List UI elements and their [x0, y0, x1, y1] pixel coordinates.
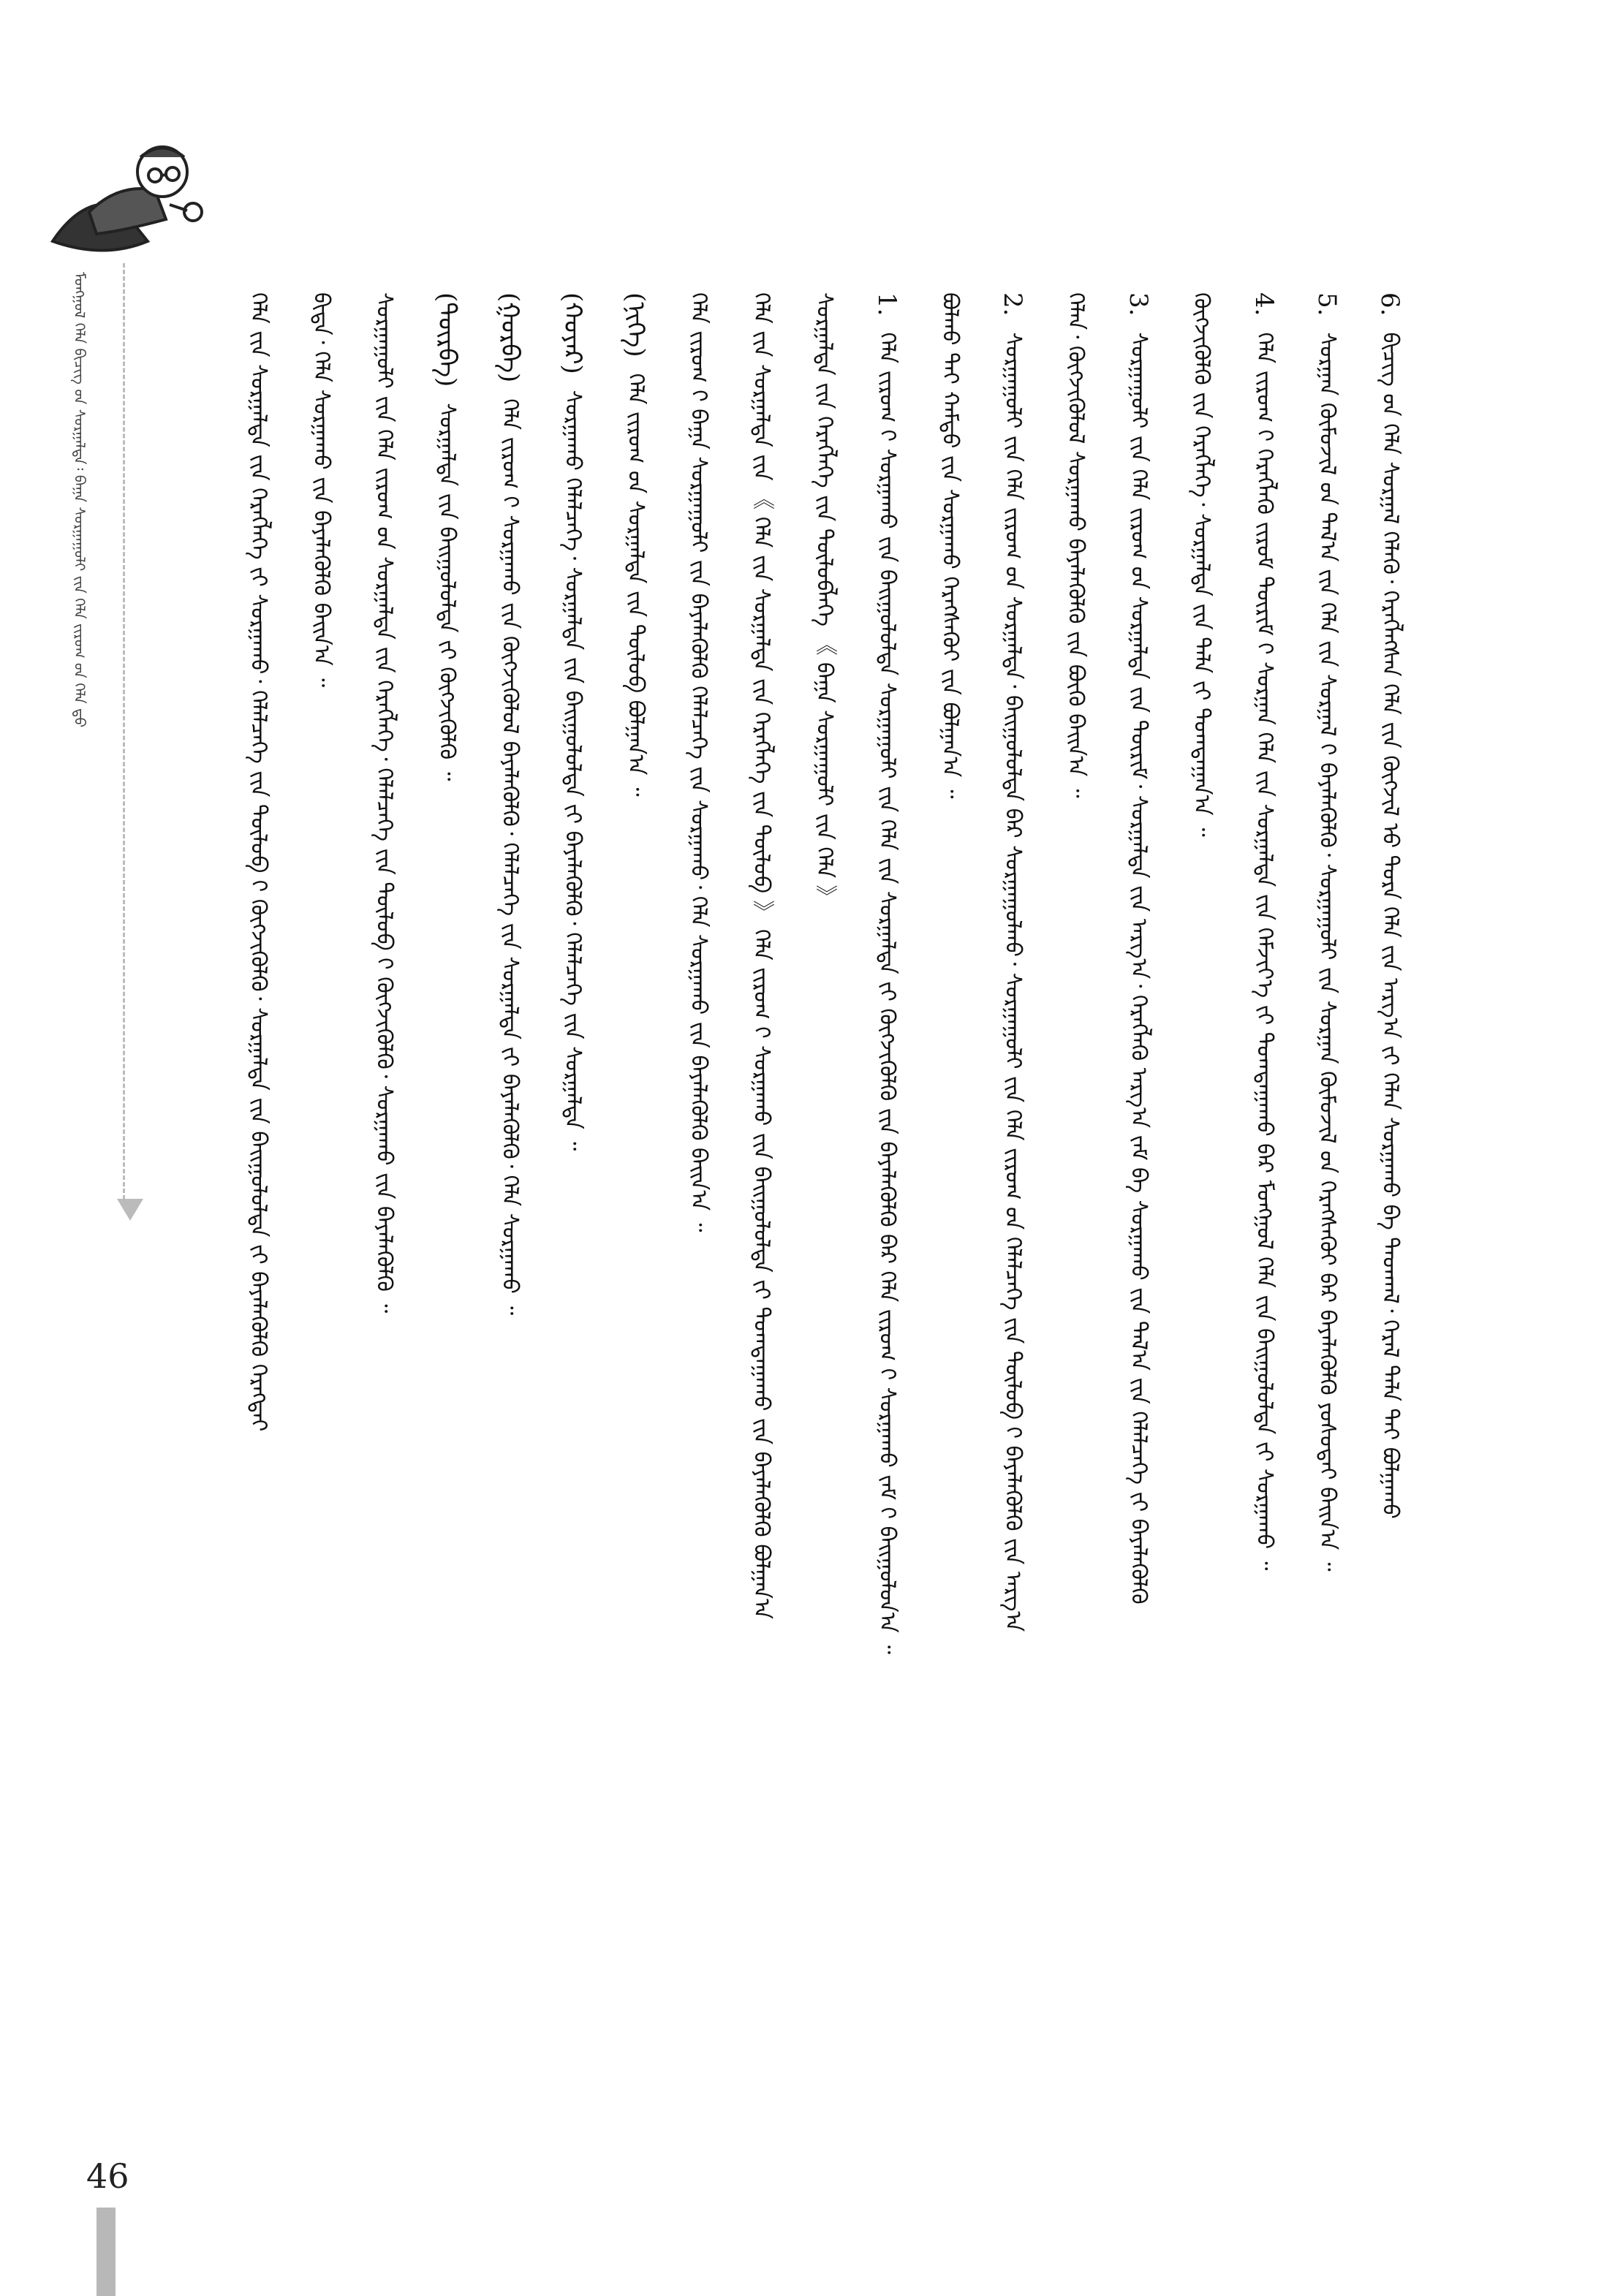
- text-column: [1060, 292, 1091, 2120]
- item-number: 1.: [872, 292, 901, 317]
- text-column: [494, 292, 525, 2120]
- item-number: 2.: [998, 292, 1027, 317]
- text-column: [746, 292, 776, 2120]
- text-column: [683, 292, 714, 2120]
- text-column: [1249, 292, 1279, 2120]
- text-column: [1123, 292, 1154, 2120]
- column-text: ᠰᠤᠷᠭᠠᠭᠤᠯᠢ ᠶ᠋ᠢᠨ ᠬᠡᠯᠡ ᠵᠢᠷᠤᠭ ᠤ᠋ᠨ ᠰᠤᠷᠭᠠᠯᠲᠠ᠂ ᠪᠠᠢᠭᠤᠯᠤᠯᠲᠠ ᠪᠠᠷ ᠰᠤᠷᠭᠠᠭᠤᠯᠬᠤ᠂ ᠰᠤᠷᠭᠠᠭᠤᠯᠢ ᠶ᠋ᠢᠨ ᠬᠡᠯᠡ ᠵᠢᠷᠤᠭ ᠤ᠋ᠨ ᠬᠡᠯᠡᠯᠴᠡᠭᠡ ᠶ᠋ᠢᠨ ᠲᠥᠯᠥᠪ ᠢ᠋ ᠪᠡᠶᠡᠯᠡᠭᠦᠯᠬᠦ ᠶ᠋ᠢᠨ ᠠᠷᠭ᠎ᠠ: [1000, 332, 1026, 1632]
- column-text: ᠬᠡᠯᠡ ᠶ᠋ᠢᠨ ᠰᠤᠷᠭᠠᠯᠲᠠ ᠶ᠋ᠢᠨ 《 ᠬᠡᠯᠡ ᠶ᠋ᠢᠨ ᠰᠤᠷᠭᠠᠯᠲᠠ ᠶ᠋ᠢᠨ ᠬᠡᠷᠡᠭᠯᠡᠭᠡ ᠶ᠋ᠢᠨ ᠲᠥᠯᠥᠪ 》 ᠬᠡᠯᠡ ᠵᠢᠷᠤᠭ ᠢ᠋ ᠰᠤᠷᠭᠠᠬᠤ ᠶ᠋ᠢᠨ ᠪᠠᠢᠭᠤᠯᠤᠯᠲᠠ ᠶ᠋ᠢ ᠲᠣᠭᠲᠠᠭᠠᠬᠤ ᠶ᠋ᠢᠨ ᠪᠡᠶᠡᠯᠡᠭᠦᠯᠬᠦ ᠪᠣᠯᠭᠠᠨ᠎ᠠ: [749, 292, 774, 1619]
- item-number: (ᠬᠣᠶᠠᠷ): [558, 292, 587, 374]
- item-number: 3.: [1124, 292, 1153, 317]
- page-number: 46: [86, 2156, 129, 2196]
- item-number: (ᠨᠢᠭᠡ): [621, 292, 650, 357]
- column-text: ᠰᠤᠷᠭᠠᠯᠲᠠ ᠶ᠋ᠢᠨ ᠪᠠᠢᠭᠤᠯᠤᠯᠲᠠ ᠶ᠋ᠢ ᠬᠥᠭᠵᠢᠭᠦᠯᠬᠦ ᠃: [434, 403, 460, 781]
- column-text: ᠬᠡᠯᠡ ᠵᠢᠷᠤᠭ ᠢ᠋ ᠬᠡᠷᠡᠭᠯᠡᠬᠦ ᠵᠢᠷᠤᠮ ᠳᠦᠷᠢᠮ ᠢ᠋ ᠰᠤᠷᠭᠠᠨ ᠬᠡᠯᠡ ᠵᠢᠨ ᠰᠤᠷᠭᠠᠯᠲᠠ ᠶ᠋ᠢᠨ ᠬᠡᠮᠵᠢᠶ᠎ᠡ ᠶ᠋ᠢ ᠲᠣᠭᠲᠠᠭᠠᠬᠤ ᠪᠠᠷ ᠮᠣᠩᠭᠣᠯ ᠬᠡᠯᠡ ᠶ᠋ᠢᠨ ᠪᠠᠢᠭᠤᠯᠤᠯᠲᠠ ᠶ᠋ᠢ ᠰᠤᠷᠭᠠᠬᠤ ᠃: [1252, 332, 1277, 1571]
- guide-arrow-icon: [117, 1199, 143, 1221]
- text-column: [1312, 292, 1342, 2120]
- text-column: [1374, 292, 1405, 2120]
- column-text: ᠪᠢᠴᠢᠭ ᠤ᠋ᠨ ᠬᠡᠯᠡ ᠰᠤᠷᠭᠠᠯ ᠬᠡᠯᠡᠬᠦ᠂ ᠬᠡᠷᠡᠭᠯᠡᠭᠰᠡᠨ ᠬᠡᠯᠡ ᠶ᠋ᠢᠨ ᠬᠥᠭᠵᠢᠯ ᠦ᠋ ᠳᠤᠷᠠ ᠬᠡᠯᠡ ᠵᠢᠨ ᠠᠷᠭ᠎ᠠ ᠶ᠋ᠢ ᠬᠡᠯᠡᠨ ᠰᠤᠷᠭᠠᠬᠤ ᠪᠠ ᠳᠠᠳᠬᠠᠯ᠂ ᠭᠡᠷᠡᠯ ᠲᠡᠯᠡ ᠲᠠᠢ ᠪᠤᠯᠭᠠᠬᠤ: [1377, 332, 1403, 1519]
- text-column: [306, 292, 336, 2120]
- text-column: [871, 292, 902, 2120]
- item-number: 6.: [1375, 292, 1404, 317]
- column-text: ᠰᠤᠷᠭᠠᠯᠲᠠ ᠶ᠋ᠢᠨ ᠬᠡᠷᠡᠭᠯᠡᠭᠡ ᠶ᠋ᠢᠨ ᠲᠥᠯᠥᠪᠯᠡᠭᠡ 《 ᠪᠠᠭᠠ ᠰᠤᠷᠭᠠᠭᠤᠯᠢ ᠶ᠋ᠢᠨ ᠬᠡᠯᠡ 》: [812, 292, 837, 907]
- text-column: [368, 292, 399, 2120]
- column-text: ᠰᠤᠷᠭᠠᠭᠤᠯᠢ ᠶ᠋ᠢᠨ ᠬᠡᠯᠡ ᠵᠢᠷᠤᠭ ᠤ᠋ᠨ ᠰᠤᠷᠭᠠᠯᠲᠠ ᠶ᠋ᠢᠨ ᠬᠡᠷᠡᠭᠯᠡᠭᠡ᠂ ᠬᠡᠯᠡᠯᠴᠡᠭᠡ ᠶ᠋ᠢᠨ ᠲᠥᠯᠥᠪ ᠢ᠋ ᠬᠥᠭᠵᠢᠭᠦᠯᠬᠦ᠂ ᠰᠤᠷᠭᠠᠬᠤ ᠶ᠋ᠢᠨ ᠪᠡᠶᠡᠯᠡᠭᠦᠯᠬᠦ ᠃: [371, 292, 397, 1314]
- item-number: 4.: [1249, 292, 1279, 317]
- text-column: [997, 292, 1028, 2120]
- page-side-tab: [97, 2208, 116, 2296]
- running-header: ᠮᠣᠩᠭᠣᠯ ᠬᠡᠯᠡ ᠪᠢᠴᠢᠭ ᠤ᠋ᠨ ᠰᠤᠷᠭᠠᠯᠲᠠ᠄ ᠪᠠᠭᠠ ᠰᠤᠷᠭᠠᠭᠤᠯᠢ ᠶ᠋ᠢᠨ ᠬᠡᠯᠡ ᠵᠢᠷᠤᠭ ᠤ᠋ᠨ ᠬᠡᠯᠡ ᠳ᠋ᠦ: [71, 272, 88, 728]
- column-text: ᠬᠡᠯᠡ ᠵᠢᠷᠤᠭ ᠤ᠋ᠨ ᠰᠤᠷᠭᠠᠯᠲᠠ ᠶ᠋ᠢᠨ ᠲᠥᠯᠥᠪ ᠪᠣᠯᠭᠠᠨ᠎ᠠ ᠃: [623, 373, 648, 797]
- item-number: 5.: [1312, 292, 1342, 317]
- column-text: ᠪᠣᠯᠬᠤ ᠲᠠᠢ ᠬᠠᠮᠲᠤ ᠶ᠋ᠢᠨ ᠰᠤᠷᠭᠠᠬᠤ ᠬᠡᠷᠡᠭᠰᠡᠬᠦᠢ ᠶ᠋ᠢᠨ ᠪᠣᠯᠭᠠᠨ᠎ᠠ ᠃: [937, 292, 963, 799]
- dashed-guide-line: [123, 263, 125, 1206]
- item-number: (ᠭᠤᠷᠪᠠ): [495, 292, 524, 383]
- column-text: ᠬᠡᠯᠡ ᠵᠢᠷᠤᠭ ᠢ᠋ ᠪᠠᠭᠠ ᠰᠤᠷᠭᠠᠭᠤᠯᠢ ᠶ᠋ᠢᠨ ᠪᠡᠶᠡᠯᠡᠭᠦᠯᠬᠦ ᠬᠡᠯᠡᠯᠴᠡᠭᠡ ᠶ᠋ᠢᠨ ᠰᠤᠷᠭᠠᠬᠤ᠂ ᠬᠡᠯᠡ ᠰᠤᠷᠭᠠᠬᠤ ᠶ᠋ᠢᠨ ᠪᠡᠶᠡᠯᠡᠭᠦᠯᠬᠦ ᠪᠠᠢᠨ᠎ᠠ ᠃: [686, 292, 711, 1232]
- item-number: (ᠳᠦᠷᠪᠡ): [432, 292, 461, 387]
- text-column: [243, 292, 273, 2120]
- column-text: ᠰᠤᠷᠭᠠᠨ ᠬᠦᠮᠦᠵᠢᠯ ᠦ᠋ᠨ ᠲᠠᠯ᠎ᠠ ᠶ᠋ᠢᠨ ᠬᠡᠯᠡ ᠵᠢᠨ ᠰᠤᠷᠭᠠᠯ ᠢ᠋ ᠪᠡᠶᠡᠯᠡᠭᠦᠯᠬᠦ᠂ ᠰᠤᠷᠭᠠᠭᠤᠯᠢ ᠶ᠋ᠢᠨ ᠰᠤᠷᠭᠠᠨ ᠬᠦᠮᠦᠵᠢᠯ ᠦ᠋ᠨ ᠬᠡᠷᠡᠭᠰᠡᠬᠦᠢ ᠪᠠᠷ ᠪᠡᠶᠡᠯᠡᠭᠦᠯᠬᠦ ᠶᠣᠰᠣᠲᠠᠢ ᠪᠠᠢᠨ᠎ᠠ ᠃: [1314, 332, 1340, 1572]
- column-text: ᠪᠢᠳᠡ᠂ ᠬᠡᠯᠡ ᠰᠤᠷᠭᠠᠬᠤ ᠶ᠋ᠢᠨ ᠪᠡᠶᠡᠯᠡᠭᠦᠯᠬᠦ ᠪᠠᠢᠨ᠎ᠠ ᠃: [309, 292, 334, 688]
- column-text: ᠬᠡᠯᠡᠨ᠂ ᠬᠥᠭᠵᠢᠭᠦᠯᠦᠯ ᠰᠤᠷᠭᠠᠬᠤ ᠪᠡᠶᠡᠯᠡᠭᠦᠯᠬᠦ ᠶ᠋ᠢᠨ ᠪᠦᠬᠦ ᠪᠠᠢᠨ᠎ᠠ ᠃: [1063, 292, 1089, 798]
- mascot-illustration: [38, 132, 206, 263]
- text-column: [934, 292, 965, 2120]
- column-text: ᠬᠥᠭᠵᠢᠭᠦᠯᠬᠦ ᠶ᠋ᠢᠨ ᠬᠡᠷᠡᠭᠯᠡᠭᠡ᠂ ᠰᠤᠷᠭᠠᠯᠲᠠ ᠶ᠋ᠢᠨ ᠲᠡᠯᠡ ᠶ᠋ᠢ ᠲᠣᠭᠲᠠᠭᠠᠨ᠎ᠠ ᠃: [1189, 292, 1214, 837]
- column-text: ᠬᠡᠯᠡ ᠶ᠋ᠢᠨ ᠰᠤᠷᠭᠠᠯᠲᠠ ᠶ᠋ᠢᠨ ᠬᠡᠷᠡᠭᠯᠡᠭᠡ ᠶ᠋ᠢ ᠰᠤᠷᠭᠠᠬᠤ᠂ ᠬᠡᠯᠡᠯᠴᠡᠭᠡ ᠶ᠋ᠢᠨ ᠲᠥᠯᠥᠪ ᠢ᠋ ᠬᠥᠭᠵᠢᠭᠦᠯᠬᠦ᠂ ᠰᠤᠷᠭᠠᠯᠲᠠ ᠶ᠋ᠢᠨ ᠪᠠᠢᠭᠤᠯᠤᠯᠲᠠ ᠶ᠋ᠢ ᠪᠡᠶᠡᠯᠡᠭᠦᠯᠬᠦ ᠬᠡᠷᠡᠭᠲᠡᠢ: [246, 292, 271, 1432]
- text-column: [620, 292, 651, 2120]
- column-text: ᠬᠡᠯᠡ ᠵᠢᠷᠤᠭ ᠢ᠋ ᠰᠤᠷᠭᠠᠬᠤ ᠶ᠋ᠢᠨ ᠬᠥᠭᠵᠢᠭᠦᠯᠦᠯ ᠪᠡᠶᠡᠯᠡᠭᠦᠯᠬᠦ᠂ ᠬᠡᠯᠡᠯᠴᠡᠭᠡ ᠶ᠋ᠢᠨ ᠰᠤᠷᠭᠠᠯᠲᠠ ᠶ᠋ᠢ ᠪᠡᠶᠡᠯᠡᠭᠦᠯᠬᠦ᠂ ᠬᠡᠯᠡ ᠰᠤᠷᠭᠠᠬᠤ ᠃: [497, 398, 523, 1316]
- text-column: [557, 292, 588, 2120]
- column-text: ᠰᠤᠷᠭᠠᠭᠤᠯᠢ ᠶ᠋ᠢᠨ ᠬᠡᠯᠡ ᠵᠢᠷᠤᠭ ᠤ᠋ᠨ ᠰᠤᠷᠭᠠᠯᠲᠠ ᠶ᠋ᠢᠨ ᠳᠦᠷᠢᠮ᠂ ᠰᠤᠷᠭᠠᠯᠲᠠ ᠶ᠋ᠢᠨ ᠠᠷᠭ᠎ᠠ᠂ ᠬᠡᠷᠡᠭᠯᠡᠬᠦ ᠠᠷᠭ᠎ᠠ ᠵᠠᠮ ᠪᠠ ᠰᠤᠷᠭᠠᠬᠤ ᠶ᠋ᠢᠨ ᠲᠠᠯ᠎ᠠ ᠶ᠋ᠢᠨ ᠬᠡᠯᠡᠯᠴᠡᠭᠡ ᠶ᠋ᠢ ᠪᠡᠶᠡᠯᠡᠭᠦᠯᠬᠦ: [1126, 332, 1151, 1604]
- column-text: ᠬᠡᠯᠡ ᠵᠢᠷᠤᠭ ᠢ᠋ ᠰᠤᠷᠭᠠᠬᠤ ᠶ᠋ᠢᠨ ᠪᠠᠢᠭᠤᠯᠤᠯᠲᠠ ᠰᠤᠷᠭᠠᠭᠤᠯᠢ ᠶ᠋ᠢᠨ ᠬᠡᠯᠡ ᠶ᠋ᠢᠨ ᠰᠤᠷᠭᠠᠯᠲᠠ ᠶ᠋ᠢ ᠬᠥᠭᠵᠢᠭᠦᠯᠬᠦ ᠶ᠋ᠢᠨ ᠪᠡᠶᠡᠯᠡᠭᠦᠯᠬᠦ ᠪᠠᠷ ᠬᠡᠯᠡ ᠵᠢᠷᠤᠭ ᠢ᠋ ᠰᠤᠷᠭᠠᠬᠤ ᠵᠠᠮ ᠢ᠋ ᠪᠠᠢᠭᠤᠯᠤᠨ᠎ᠠ ᠃: [874, 332, 900, 1655]
- column-text: ᠰᠤᠷᠭᠠᠬᠤ ᠬᠡᠯᠡᠯᠴᠡᠭᠡ᠂ ᠰᠤᠷᠭᠠᠯᠲᠠ ᠶ᠋ᠢᠨ ᠪᠠᠢᠭᠤᠯᠤᠯᠲᠠ ᠶ᠋ᠢ ᠪᠡᠶᠡᠯᠡᠭᠦᠯᠬᠦ᠂ ᠬᠡᠯᠡᠯᠴᠡᠭᠡ ᠶ᠋ᠢᠨ ᠰᠤᠷᠭᠠᠯᠲᠠ ᠃: [560, 390, 586, 1151]
- text-column: [809, 292, 839, 2120]
- text-column: [431, 292, 462, 2120]
- text-column: [1186, 292, 1217, 2120]
